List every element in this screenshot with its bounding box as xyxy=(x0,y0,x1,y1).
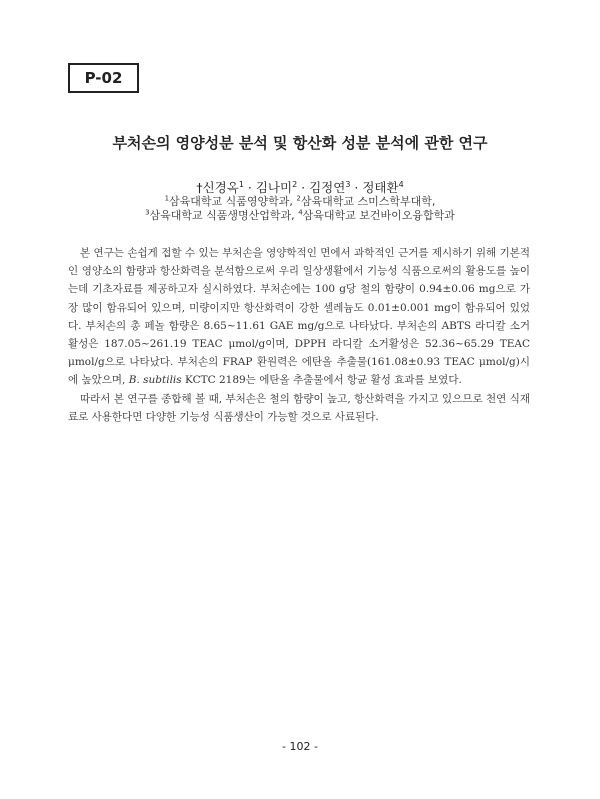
paper-title: 부처손의 영양성분 분석 및 항산화 성분 분석에 관한 연구 xyxy=(112,134,488,152)
affiliation-text: 삼육대학교 식품생명산업학과, xyxy=(149,209,299,222)
abstract-text: 본 연구는 손쉽게 접할 수 있는 부처손을 영양학적인 면에서 과학적인 근거를 제시하기 위해 기본적인 영양소의 함량과 항산화력을 분석함으로써 우리 일상생활에서 기능성 식품으로써의 활용도를 높이는데 기초자료를 제공하고자 실시하였다. 부처손에는 100 g당 철의 함량이 0.94±0.06 mg으로 가장 많이 함유되어 있으며, 미량이지만 항산화력이 강한 셀레늄도 0.01±0.001 mg이 함유되어 있었다. 부처손의 총 페놀 함량은 8.65~11.61 GAE mg/g으로 나타났다. 부처손의 ABTS 라디칼 소거활성은 187.05~261.19 TEAC μmol/g이며, DPPH 라디칼 소거활성은 52.36~65.29 TEAC μmol/g으로 나타났다. 부처손의 FRAP 환원력은 에탄올 추출물(161.08±0.93 TEAC μmol/g)시에 높았으며, xyxy=(68,247,530,387)
affiliation-index: 2 xyxy=(296,194,301,203)
affiliation-index: 1 xyxy=(164,194,170,203)
author-name: 정태환 xyxy=(362,180,399,195)
author-name: 김정연 xyxy=(309,180,346,195)
poster-code-label: P-02 xyxy=(68,63,139,93)
affiliation-line-2 xyxy=(0,207,600,223)
affiliation-text: 삼육대학교 식품영양학과, xyxy=(169,195,297,208)
author-separator: · xyxy=(243,180,256,195)
author-affiliation-index: 4 xyxy=(398,179,404,189)
author-affiliation-index: 3 xyxy=(345,179,351,189)
affiliation-index: 3 xyxy=(145,208,150,217)
author-separator: · xyxy=(350,180,363,195)
species-name: B. subtilis xyxy=(128,374,182,387)
abstract-paragraph-2: 따라서 본 연구를 종합해 볼 때, 부처손은 철의 함량이 높고, 항산화력을 가지고 있으므로 천연 식재료로 사용한다면 다양한 기능성 식품생산이 가능할 것으로 사료된다. xyxy=(68,392,530,423)
author-name: 김나미 xyxy=(255,180,293,195)
author-affiliation-index: 1 xyxy=(238,179,244,189)
abstract-text: KCTC 2189는 에탄올 추출물에서 항균 활성 효과를 보였다. xyxy=(181,374,462,387)
affiliation-text: 삼육대학교 보건바이오융합학과 xyxy=(302,209,455,222)
author-name: 신경옥 xyxy=(202,180,239,195)
affiliation-index: 4 xyxy=(298,208,303,217)
affiliation-text: 삼육대학교 스미스학부대학, xyxy=(300,195,436,208)
corresponding-mark: † xyxy=(196,180,203,195)
page-number: - 102 - xyxy=(282,740,318,753)
abstract-paragraph-1 xyxy=(68,244,530,390)
author-separator: · xyxy=(297,180,310,195)
abstract-body xyxy=(68,244,530,426)
author-affiliation-index: 2 xyxy=(292,179,298,189)
